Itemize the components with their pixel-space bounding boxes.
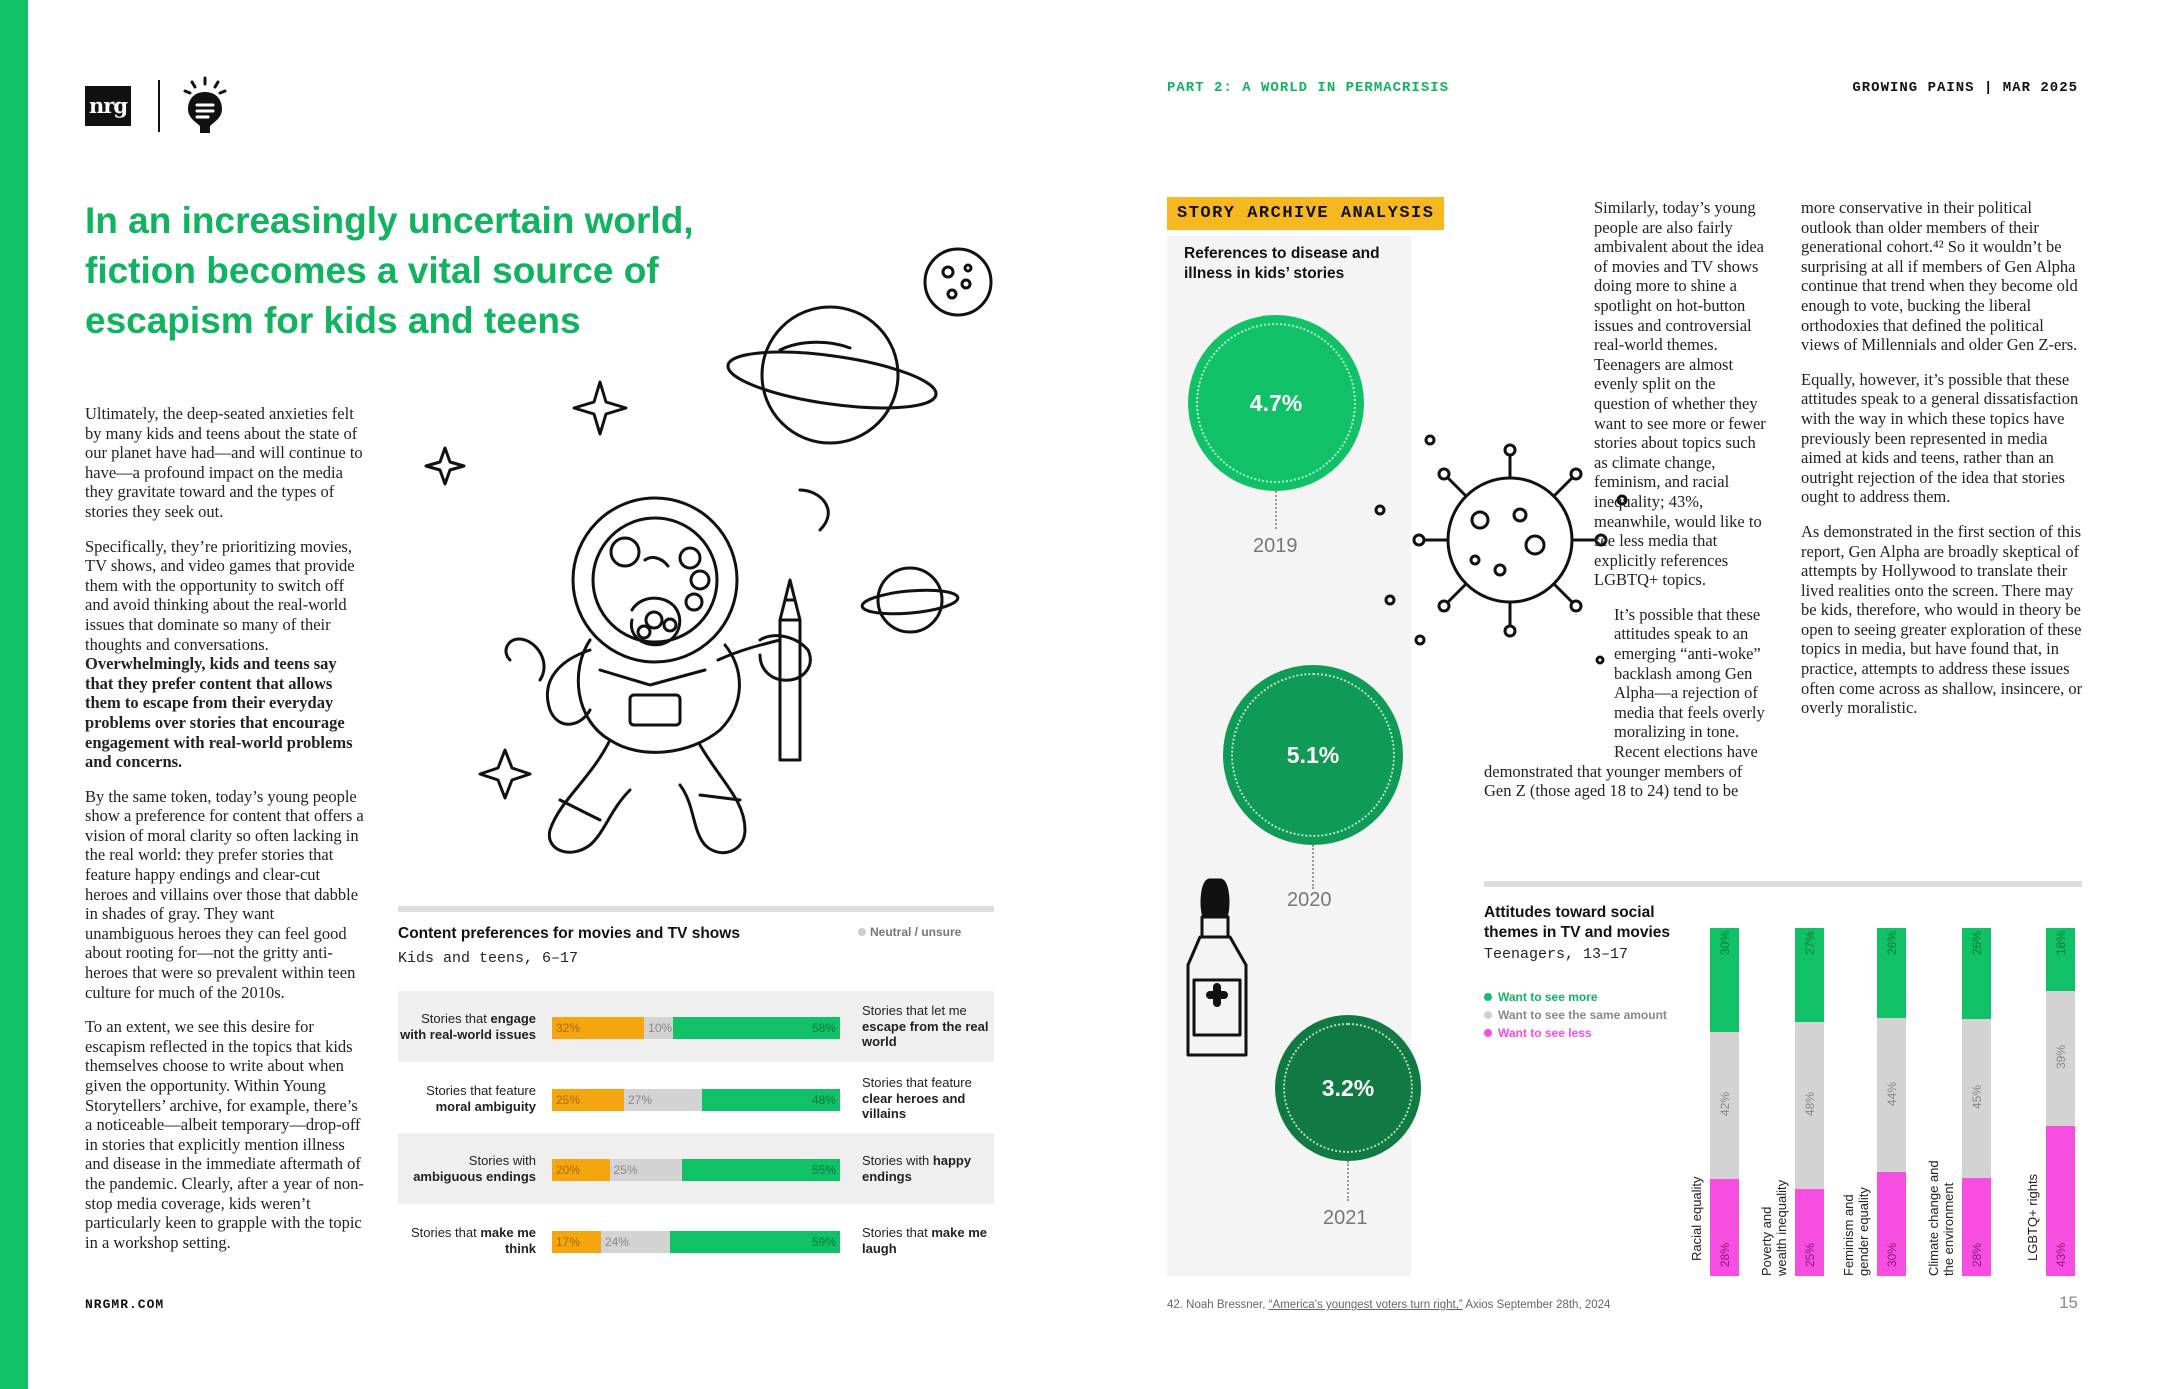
legend-same: Want to see the same amount (1484, 1008, 1667, 1022)
column-segment (1795, 928, 1824, 1022)
column-segment (1877, 928, 1906, 1018)
chart-subtitle: Teenagers, 13–17 (1484, 946, 1629, 963)
connector-line (1275, 491, 1277, 529)
column-segment (1710, 1179, 1739, 1276)
column-segment (2046, 991, 2075, 1127)
headline: In an increasingly uncertain world, fiction becomes a vital source of escapism for kids and teens (85, 200, 694, 341)
column-segment (1962, 928, 1991, 1019)
segment-label: 30% (1884, 1242, 1899, 1267)
accent-bar (0, 0, 28, 1389)
column-segment (1710, 1032, 1739, 1178)
segment-label: 30% (1717, 930, 1732, 956)
segment-label: 43% (2053, 1242, 2068, 1267)
column-segment (1795, 1189, 1824, 1276)
footnote: 42. Noah Bressner, “America’s youngest voters turn right,” Axios September 28th, 2024 (1167, 1299, 1611, 1311)
stat-circle-2019: 4.7% (1188, 315, 1364, 491)
topic-label: Poverty and wealth inequality (1759, 1179, 1789, 1276)
page-number: 15 (2059, 1293, 2078, 1312)
paragraph: Specifically, they’re prioritizing movies, TV shows, and video games that provide them with the opportunity to switch off and avoid thinking about the real-world issues that dominate so many of their thoughts and conversations. Overwhelmingly, kids and teens say that they prefer content that allows them to escape from their everyday problems over stories that encourage engagement with real-world problems and concerns. (85, 536, 355, 772)
pref-row (398, 1133, 994, 1204)
paragraph: Equally, however, it’s possible that these attitudes speak to a general dissatisfaction with the way in which these topics have previously been represented in media aimed at kids and teens, rather than an outright rejection of the idea that stories ought to address them. (1801, 369, 2079, 507)
bar-segment: 58% (673, 1017, 840, 1039)
legend-less: Want to see less (1484, 1026, 1592, 1040)
chart-title: Content preferences for movies and TV shows (398, 925, 740, 942)
topic-label: Climate change and the environment (1926, 1160, 1956, 1276)
bar-segment: 59% (670, 1231, 840, 1253)
segment-label: 18% (2053, 930, 2068, 956)
pref-row (398, 1205, 994, 1276)
pref-row (398, 1063, 994, 1134)
pref-left-label: Stories that engage with real-world issues (400, 1011, 536, 1042)
pref-row (398, 991, 994, 1062)
year-label: 2020 (1287, 889, 1332, 911)
left-body (85, 404, 367, 1267)
pref-right-label: Stories that make me laugh (862, 1225, 988, 1256)
section-label: PART 2: A WORLD IN PERMACRISIS (1167, 80, 1450, 96)
paragraph: As demonstrated in the first section of this report, Gen Alpha are broadly skeptical of attempts by Hollywood to translate their lived realities onto the screen. There may be kids, therefore, who would in theory be open to seeing greater exploration of these topics in media, but have found that, in practice, attempts to address these issues often come across as shallow, insincere, or overly moralistic. (1801, 521, 2083, 718)
attitude-column (1710, 928, 1739, 1276)
column-segment (1962, 1019, 1991, 1177)
bar-segment: 17% (552, 1231, 601, 1253)
attitude-column (1962, 928, 1991, 1276)
topic-label: LGBTQ+ rights (2025, 1173, 2040, 1261)
segment-label: 45% (1969, 1085, 1984, 1110)
story-title: References to disease and illness in kids’ stories (1184, 245, 1380, 282)
medicine-bottle-illustration (1180, 875, 1260, 1065)
column-segment (1710, 928, 1739, 1032)
stat-circle-2020: 5.1% (1223, 665, 1403, 845)
pref-bar (552, 1017, 840, 1039)
attitude-column (2046, 928, 2075, 1276)
year-label: 2021 (1323, 1207, 1368, 1229)
pref-bar (552, 1089, 840, 1111)
segment-label: 44% (1884, 1082, 1899, 1107)
paragraph: It’s possible that these attitudes speak to an emerging “anti-woke” backlash among Gen Alpha—a rejection of media that feels overly moralizing in tone. Recent elections have demonstrated that younger members of Gen Z (those aged 18 to 24) tend to be (1484, 604, 1765, 801)
pref-left-label: Stories that feature moral ambiguity (426, 1083, 536, 1114)
segment-label: 39% (2053, 1045, 2068, 1070)
wrap-spacer (1484, 388, 1594, 583)
story-label: STORY ARCHIVE ANALYSIS (1167, 197, 1444, 230)
pref-right-label: Stories that feature clear heroes and villains (862, 1075, 972, 1122)
chart-divider (1484, 881, 2082, 887)
paragraph: Similarly, today’s young people are also fairly ambivalent about the idea of movies and TV shows doing more to shine a spotlight on hot-button issues and controversial real-world themes. Teenagers are almost evenly split on the question of whether they want to see more or fewer stories about topics such as climate change, feminism, and racial inequality; 43%, meanwhile, would like to see less media that explicitly references LGBTQ+ topics. (1484, 198, 1769, 590)
topic-label: Racial equality (1689, 1176, 1704, 1261)
segment-label: 28% (1969, 1242, 1984, 1267)
bar-segment: 48% (702, 1089, 840, 1111)
column-segment (2046, 1126, 2075, 1276)
bar-segment: 25% (610, 1159, 682, 1181)
pref-right-label: Stories with happy endings (862, 1153, 972, 1184)
connector-line (1347, 1161, 1349, 1201)
connector-line (1312, 845, 1314, 889)
pref-bar (552, 1159, 840, 1181)
logo-divider (158, 80, 160, 132)
bar-segment: 27% (624, 1089, 702, 1111)
segment-label: 27% (1802, 930, 1817, 956)
attitude-column (1877, 928, 1906, 1276)
column-segment (2046, 928, 2075, 991)
column-segment (1962, 1178, 1991, 1276)
segment-label: 48% (1802, 1092, 1817, 1117)
bar-segment: 55% (682, 1159, 840, 1181)
chart-title: Attitudes toward social themes in TV and movies (1484, 904, 1671, 941)
segment-label: 26% (1969, 930, 1984, 956)
column-segment (1877, 1018, 1906, 1171)
wrap-spacer (1484, 605, 1614, 755)
chart-subtitle: Kids and teens, 6–17 (398, 950, 579, 967)
bar-segment: 24% (601, 1231, 670, 1253)
bar-segment: 10% (644, 1017, 673, 1039)
bar-segment: 20% (552, 1159, 610, 1181)
pref-left-label: Stories that make me think (410, 1225, 536, 1256)
segment-label: 42% (1717, 1092, 1732, 1117)
segment-label: 26% (1884, 930, 1899, 956)
bar-segment: 32% (552, 1017, 644, 1039)
pref-bar (552, 1231, 840, 1253)
bulb-logo-icon (180, 76, 230, 136)
segment-label: 25% (1802, 1242, 1817, 1268)
year-label: 2019 (1253, 535, 1298, 557)
footnote-link[interactable]: “America’s youngest voters turn right,” (1268, 1299, 1463, 1311)
legend-more: Want to see more (1484, 990, 1598, 1004)
pref-left-label: Stories with ambiguous endings (413, 1153, 536, 1184)
column-segment (1877, 1172, 1906, 1276)
mid-body (1484, 198, 1769, 816)
stat-circle-2021: 3.2% (1275, 1015, 1421, 1161)
report-title: GROWING PAINS | MAR 2025 (1852, 80, 2078, 96)
paragraph: Ultimately, the deep-seated anxieties felt by many kids and teens about the state of our planet have had—and will continue to have—a profound impact on the media they gravitate toward and the types of stories they seek out. (85, 404, 363, 521)
column-segment (1795, 1022, 1824, 1189)
topic-label: Feminism and gender equality (1841, 1187, 1871, 1276)
bar-segment: 25% (552, 1089, 624, 1111)
legend-dot (858, 928, 866, 936)
paragraph: more conservative in their political outlook than older members of their generational cohort.⁴² So it wouldn’t be surprising at all if members of Gen Alpha continue that trend when they become old enough to vote, bucking the liberal orthodoxies that defined the political views of Millennials and older Gen Z-ers. (1801, 198, 2078, 355)
segment-label: 28% (1717, 1242, 1732, 1267)
paragraph: By the same token, today’s young people show a preference for content that offers a vision of moral clarity so often lacking in the real world: they prefer stories that feature happy endings and clear-cut heroes and villains over those that dabble in shades of gray. They want unambiguous heroes they can feel good about rooting for—not the gritty anti-heroes that were so prevalent within teen culture for much of the 2010s. (85, 786, 364, 1002)
pref-right-label: Stories that let me escape from the real world (862, 1003, 989, 1050)
nrg-logo[interactable]: nrg (85, 86, 131, 126)
right-body (1801, 198, 2086, 733)
astronaut-illustration (400, 240, 1000, 880)
attitude-column (1795, 928, 1824, 1276)
paragraph: To an extent, we see this desire for escapism reflected in the topics that kids themselves choose to write about when given the opportunity. Within Young Storytellers’ archive, for example, there’s a noticeable—albeit temporary—drop-off in stories that explicitly mention illness and disease in the immediate aftermath of the pandemic. Clearly, after a year of non-stop media coverage, kids weren’t particularly keen to grapple with the topic in a workshop setting. (85, 1017, 364, 1252)
chart-divider (398, 906, 994, 912)
site-url[interactable]: NRGMR.COM (85, 1297, 165, 1312)
chart-legend: Neutral / unsure (858, 925, 961, 939)
